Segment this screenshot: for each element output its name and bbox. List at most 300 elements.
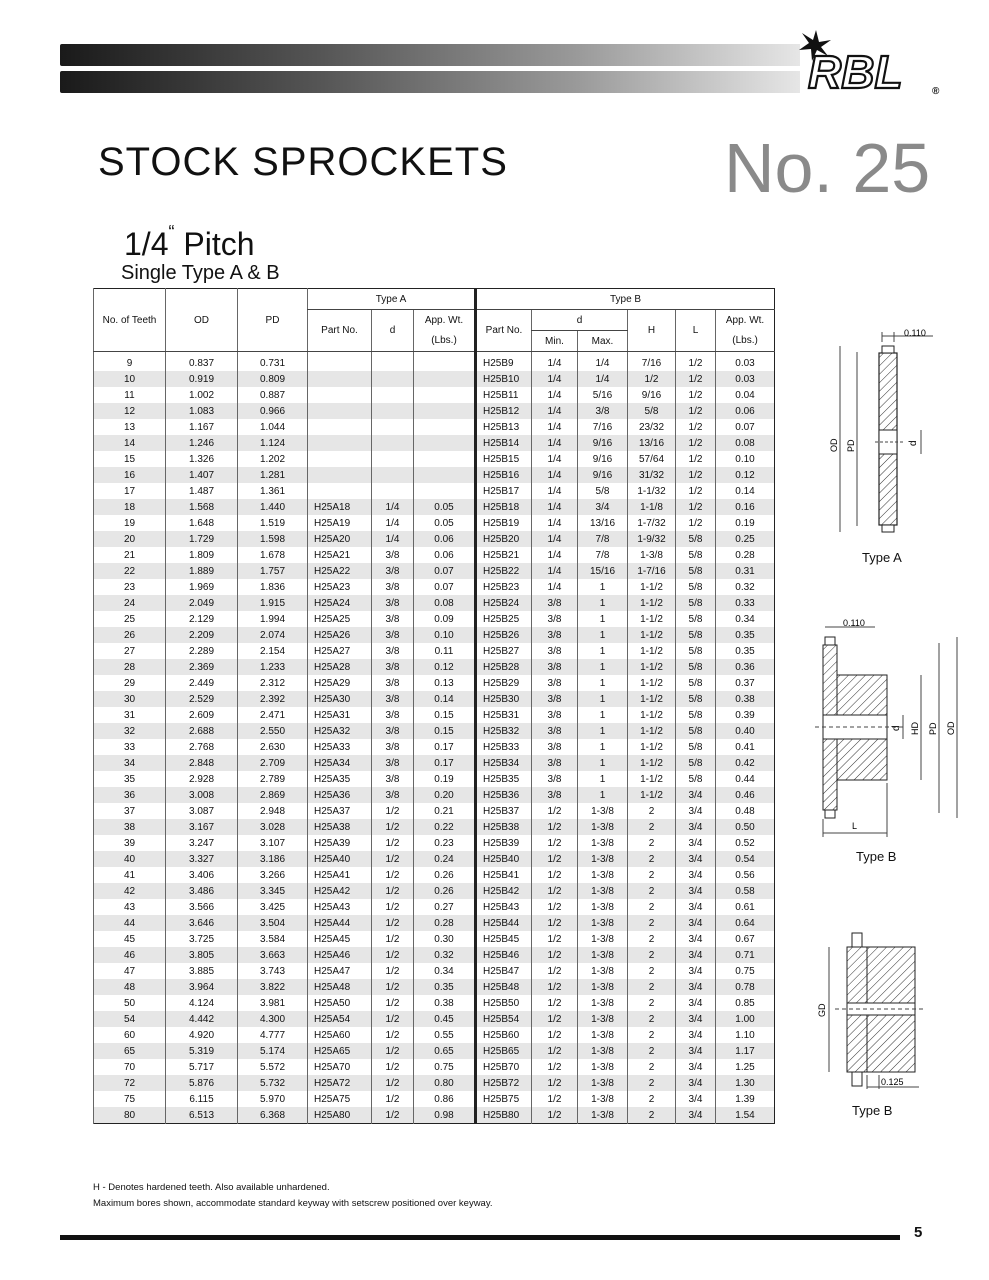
- table-row: [94, 1091, 775, 1107]
- table-row: [94, 371, 775, 387]
- cell-od: 3.646: [166, 915, 238, 931]
- cell-pd: 1.598: [238, 531, 308, 547]
- table-row: [94, 579, 775, 595]
- cell-a-d: 3/8: [372, 707, 414, 723]
- cell-b-h: 2: [628, 1011, 676, 1027]
- cell-b-h: 1-9/32: [628, 531, 676, 547]
- cell-b-wt: 0.33: [716, 595, 775, 611]
- cell-b-wt: 0.46: [716, 787, 775, 803]
- cell-pd: 3.822: [238, 979, 308, 995]
- cell-b-part: H25B20: [476, 531, 532, 547]
- cell-a-wt: 0.26: [414, 883, 476, 899]
- cell-od: 2.529: [166, 691, 238, 707]
- cell-b-d-max: 1: [578, 707, 628, 723]
- cell-b-d-max: 5/16: [578, 387, 628, 403]
- table-row: [94, 931, 775, 947]
- cell-a-wt: 0.05: [414, 499, 476, 515]
- header-band-top: [60, 44, 800, 66]
- cell-b-wt: 0.54: [716, 851, 775, 867]
- cell-a-wt: 0.07: [414, 579, 476, 595]
- cell-b-h: 57/64: [628, 451, 676, 467]
- cell-b-l: 1/2: [676, 483, 716, 499]
- table-row: [94, 403, 775, 419]
- col-header-b-d: d: [532, 310, 628, 331]
- rbl-logo: [796, 28, 946, 100]
- cell-od: 2.289: [166, 643, 238, 659]
- cell-b-l: 1/2: [676, 371, 716, 387]
- cell-b-part: H25B14: [476, 435, 532, 451]
- table-row: [94, 627, 775, 643]
- cell-od: 2.848: [166, 755, 238, 771]
- cell-b-l: 1/2: [676, 515, 716, 531]
- cell-b-d-min: 1/2: [532, 851, 578, 867]
- cell-b-d-max: 1-3/8: [578, 803, 628, 819]
- cell-b-d-max: 1: [578, 627, 628, 643]
- col-header-teeth: No. of Teeth: [94, 289, 166, 352]
- cell-b-d-min: 1/4: [532, 403, 578, 419]
- cell-teeth: 16: [94, 467, 166, 483]
- table-row: [94, 723, 775, 739]
- cell-b-d-max: 15/16: [578, 563, 628, 579]
- cell-b-wt: 0.41: [716, 739, 775, 755]
- pitch-word: Pitch: [183, 226, 255, 262]
- cell-a-d: 1/2: [372, 979, 414, 995]
- cell-a-wt: 0.17: [414, 755, 476, 771]
- cell-pd: 2.312: [238, 675, 308, 691]
- cell-b-d-min: 1/4: [532, 435, 578, 451]
- cell-b-l: 5/8: [676, 595, 716, 611]
- cell-b-wt: 0.31: [716, 563, 775, 579]
- table-row: [94, 1107, 775, 1124]
- cell-b-d-max: 9/16: [578, 451, 628, 467]
- header-band-bottom: [60, 71, 800, 93]
- table-row: [94, 899, 775, 915]
- cell-a-wt: 0.12: [414, 659, 476, 675]
- cell-b-part: H25B39: [476, 835, 532, 851]
- type-b2-gd: GD: [817, 1003, 827, 1017]
- cell-b-d-max: 1: [578, 579, 628, 595]
- cell-a-d: 1/4: [372, 499, 414, 515]
- table-row: [94, 352, 775, 372]
- cell-b-part: H25B44: [476, 915, 532, 931]
- cell-a-part: [308, 419, 372, 435]
- cell-a-wt: 0.05: [414, 515, 476, 531]
- cell-b-wt: 0.14: [716, 483, 775, 499]
- cell-a-wt: 0.27: [414, 899, 476, 915]
- cell-b-part: H25B25: [476, 611, 532, 627]
- cell-od: 4.920: [166, 1027, 238, 1043]
- page-title: STOCK SPROCKETS: [98, 140, 508, 184]
- cell-od: 6.115: [166, 1091, 238, 1107]
- cell-b-h: 2: [628, 899, 676, 915]
- sprocket-table-wrap: [93, 288, 774, 1124]
- cell-b-h: 1-1/2: [628, 723, 676, 739]
- table-row: [94, 755, 775, 771]
- cell-a-d: 3/8: [372, 611, 414, 627]
- cell-a-d: 1/2: [372, 851, 414, 867]
- cell-pd: 2.154: [238, 643, 308, 659]
- cell-od: 3.087: [166, 803, 238, 819]
- cell-a-wt: [414, 387, 476, 403]
- table-row: [94, 883, 775, 899]
- cell-b-l: 1/2: [676, 435, 716, 451]
- cell-b-wt: 0.56: [716, 867, 775, 883]
- cell-b-part: H25B34: [476, 755, 532, 771]
- cell-b-h: 1-1/2: [628, 595, 676, 611]
- cell-b-d-min: 3/8: [532, 627, 578, 643]
- cell-a-part: H25A33: [308, 739, 372, 755]
- cell-b-h: 13/16: [628, 435, 676, 451]
- cell-od: 3.885: [166, 963, 238, 979]
- cell-b-d-max: 1: [578, 723, 628, 739]
- cell-a-part: H25A72: [308, 1075, 372, 1091]
- cell-a-part: H25A20: [308, 531, 372, 547]
- cell-a-d: 3/8: [372, 579, 414, 595]
- table-row: [94, 1011, 775, 1027]
- cell-a-part: H25A60: [308, 1027, 372, 1043]
- cell-od: 2.609: [166, 707, 238, 723]
- cell-a-part: H25A44: [308, 915, 372, 931]
- cell-b-l: 3/4: [676, 867, 716, 883]
- cell-b-l: 3/4: [676, 883, 716, 899]
- cell-a-wt: [414, 435, 476, 451]
- cell-pd: 1.915: [238, 595, 308, 611]
- cell-b-d-max: 1: [578, 691, 628, 707]
- cell-b-d-min: 1/4: [532, 467, 578, 483]
- cell-od: 1.729: [166, 531, 238, 547]
- cell-od: 1.969: [166, 579, 238, 595]
- cell-b-d-max: 1-3/8: [578, 851, 628, 867]
- cell-od: 1.326: [166, 451, 238, 467]
- cell-b-h: 1-1/2: [628, 643, 676, 659]
- cell-a-d: 1/2: [372, 963, 414, 979]
- cell-b-h: 2: [628, 979, 676, 995]
- cell-a-d: 1/2: [372, 931, 414, 947]
- cell-b-wt: 0.67: [716, 931, 775, 947]
- cell-a-part: H25A40: [308, 851, 372, 867]
- cell-b-l: 5/8: [676, 643, 716, 659]
- cell-b-d-min: 3/8: [532, 723, 578, 739]
- table-row: [94, 803, 775, 819]
- cell-b-l: 1/2: [676, 467, 716, 483]
- cell-b-d-min: 1/4: [532, 531, 578, 547]
- cell-b-l: 3/4: [676, 1043, 716, 1059]
- cell-b-l: 5/8: [676, 627, 716, 643]
- cell-b-wt: 1.00: [716, 1011, 775, 1027]
- cell-od: 2.129: [166, 611, 238, 627]
- col-header-b-wt: App. Wt.: [716, 310, 775, 331]
- cell-b-d-max: 1: [578, 771, 628, 787]
- cell-od: 3.406: [166, 867, 238, 883]
- cell-b-h: 2: [628, 1043, 676, 1059]
- cell-od: 1.809: [166, 547, 238, 563]
- cell-b-part: H25B17: [476, 483, 532, 499]
- cell-b-part: H25B40: [476, 851, 532, 867]
- cell-b-wt: 0.40: [716, 723, 775, 739]
- cell-b-d-min: 3/8: [532, 771, 578, 787]
- cell-a-wt: 0.08: [414, 595, 476, 611]
- cell-b-h: 1-1/2: [628, 579, 676, 595]
- cell-b-l: 3/4: [676, 931, 716, 947]
- cell-od: 5.319: [166, 1043, 238, 1059]
- cell-teeth: 65: [94, 1043, 166, 1059]
- type-a-od: OD: [829, 438, 839, 452]
- table-row: [94, 483, 775, 499]
- cell-b-l: 5/8: [676, 755, 716, 771]
- cell-b-part: H25B42: [476, 883, 532, 899]
- cell-b-wt: 0.35: [716, 627, 775, 643]
- cell-b-part: H25B15: [476, 451, 532, 467]
- cell-b-d-min: 3/8: [532, 611, 578, 627]
- cell-b-wt: 0.36: [716, 659, 775, 675]
- col-header-b-h: H: [628, 310, 676, 352]
- cell-b-d-min: 1/2: [532, 1043, 578, 1059]
- cell-teeth: 39: [94, 835, 166, 851]
- cell-b-l: 1/2: [676, 352, 716, 372]
- cell-b-wt: 0.19: [716, 515, 775, 531]
- cell-od: 1.889: [166, 563, 238, 579]
- cell-a-wt: 0.26: [414, 867, 476, 883]
- cell-b-part: H25B29: [476, 675, 532, 691]
- cell-b-d-max: 1-3/8: [578, 835, 628, 851]
- cell-b-l: 1/2: [676, 419, 716, 435]
- cell-b-wt: 0.44: [716, 771, 775, 787]
- cell-a-d: 1/2: [372, 1011, 414, 1027]
- cell-teeth: 34: [94, 755, 166, 771]
- cell-b-part: H25B50: [476, 995, 532, 1011]
- cell-od: 0.837: [166, 352, 238, 372]
- cell-teeth: 50: [94, 995, 166, 1011]
- cell-a-d: 3/8: [372, 595, 414, 611]
- cell-b-wt: 1.54: [716, 1107, 775, 1124]
- cell-b-h: 1-1/2: [628, 627, 676, 643]
- table-row: [94, 979, 775, 995]
- cell-a-d: [372, 435, 414, 451]
- cell-b-l: 3/4: [676, 979, 716, 995]
- cell-b-d-max: 1-3/8: [578, 867, 628, 883]
- cell-a-d: 1/2: [372, 1107, 414, 1124]
- cell-teeth: 75: [94, 1091, 166, 1107]
- table-row: [94, 1075, 775, 1091]
- cell-b-h: 2: [628, 851, 676, 867]
- cell-b-h: 2: [628, 867, 676, 883]
- cell-a-wt: 0.45: [414, 1011, 476, 1027]
- cell-b-h: 1-1/2: [628, 691, 676, 707]
- cell-teeth: 25: [94, 611, 166, 627]
- cell-teeth: 26: [94, 627, 166, 643]
- cell-a-d: 3/8: [372, 675, 414, 691]
- cell-a-part: H25A43: [308, 899, 372, 915]
- col-header-b-lbs: (Lbs.): [716, 331, 775, 352]
- cell-a-d: 1/4: [372, 531, 414, 547]
- cell-od: 1.407: [166, 467, 238, 483]
- cell-b-h: 1-1/2: [628, 739, 676, 755]
- cell-b-d-min: 1/2: [532, 915, 578, 931]
- cell-pd: 1.994: [238, 611, 308, 627]
- cell-b-l: 1/2: [676, 387, 716, 403]
- col-header-type-a: Type A: [308, 289, 476, 310]
- table-row: [94, 595, 775, 611]
- cell-od: 3.964: [166, 979, 238, 995]
- cell-a-wt: 0.07: [414, 563, 476, 579]
- table-row: [94, 787, 775, 803]
- cell-a-wt: 0.75: [414, 1059, 476, 1075]
- cell-pd: 2.948: [238, 803, 308, 819]
- cell-b-wt: 1.39: [716, 1091, 775, 1107]
- cell-b-part: H25B37: [476, 803, 532, 819]
- cell-b-wt: 0.50: [716, 819, 775, 835]
- cell-a-part: H25A37: [308, 803, 372, 819]
- cell-b-d-min: 1/4: [532, 547, 578, 563]
- cell-a-d: [372, 371, 414, 387]
- cell-b-wt: 1.25: [716, 1059, 775, 1075]
- cell-b-part: H25B18: [476, 499, 532, 515]
- table-row: [94, 771, 775, 787]
- type-b-dim-top: 0.110: [843, 618, 865, 628]
- cell-a-wt: 0.14: [414, 691, 476, 707]
- table-row: [94, 387, 775, 403]
- cell-b-h: 2: [628, 947, 676, 963]
- cell-b-l: 5/8: [676, 611, 716, 627]
- type-b-pd: PD: [928, 722, 938, 735]
- cell-b-d-min: 3/8: [532, 755, 578, 771]
- cell-b-l: 3/4: [676, 1107, 716, 1124]
- cell-a-part: H25A19: [308, 515, 372, 531]
- cell-b-h: 2: [628, 1107, 676, 1124]
- cell-b-part: H25B41: [476, 867, 532, 883]
- cell-b-l: 3/4: [676, 1059, 716, 1075]
- cell-b-wt: 0.32: [716, 579, 775, 595]
- cell-teeth: 32: [94, 723, 166, 739]
- cell-b-d-max: 7/8: [578, 547, 628, 563]
- cell-b-d-max: 1-3/8: [578, 1027, 628, 1043]
- cell-pd: 1.233: [238, 659, 308, 675]
- cell-b-l: 5/8: [676, 531, 716, 547]
- cell-b-d-min: 1/4: [532, 451, 578, 467]
- cell-b-d-min: 1/2: [532, 995, 578, 1011]
- cell-teeth: 14: [94, 435, 166, 451]
- cell-b-part: H25B9: [476, 352, 532, 372]
- cell-teeth: 31: [94, 707, 166, 723]
- cell-od: 2.688: [166, 723, 238, 739]
- cell-a-part: H25A42: [308, 883, 372, 899]
- cell-od: 0.919: [166, 371, 238, 387]
- cell-od: 1.167: [166, 419, 238, 435]
- cell-b-wt: 0.25: [716, 531, 775, 547]
- cell-b-d-min: 1/4: [532, 352, 578, 372]
- cell-pd: 0.966: [238, 403, 308, 419]
- cell-a-part: H25A65: [308, 1043, 372, 1059]
- cell-a-part: H25A21: [308, 547, 372, 563]
- cell-pd: 1.202: [238, 451, 308, 467]
- cell-a-d: 1/2: [372, 867, 414, 883]
- cell-a-wt: 0.06: [414, 531, 476, 547]
- cell-od: 2.768: [166, 739, 238, 755]
- cell-a-d: 1/2: [372, 1059, 414, 1075]
- table-row: [94, 739, 775, 755]
- cell-b-wt: 0.78: [716, 979, 775, 995]
- cell-pd: 0.809: [238, 371, 308, 387]
- cell-a-d: 3/8: [372, 643, 414, 659]
- cell-a-wt: 0.10: [414, 627, 476, 643]
- cell-b-d-min: 1/2: [532, 963, 578, 979]
- cell-b-part: H25B11: [476, 387, 532, 403]
- cell-b-l: 5/8: [676, 563, 716, 579]
- cell-a-part: [308, 371, 372, 387]
- cell-a-part: H25A29: [308, 675, 372, 691]
- cell-b-l: 5/8: [676, 547, 716, 563]
- cell-a-d: 1/2: [372, 947, 414, 963]
- cell-a-wt: 0.98: [414, 1107, 476, 1124]
- cell-a-d: 3/8: [372, 563, 414, 579]
- cell-od: 4.442: [166, 1011, 238, 1027]
- table-row: [94, 515, 775, 531]
- cell-od: 5.876: [166, 1075, 238, 1091]
- cell-pd: 1.440: [238, 499, 308, 515]
- cell-b-h: 2: [628, 803, 676, 819]
- cell-b-part: H25B38: [476, 819, 532, 835]
- cell-b-d-max: 1: [578, 611, 628, 627]
- cell-b-h: 1-1/2: [628, 675, 676, 691]
- col-header-a-lbs: (Lbs.): [414, 331, 476, 352]
- cell-b-d-max: 1: [578, 595, 628, 611]
- table-row: [94, 435, 775, 451]
- registered-mark: ®: [932, 86, 940, 97]
- cell-b-h: 2: [628, 931, 676, 947]
- cell-pd: 1.044: [238, 419, 308, 435]
- cell-teeth: 17: [94, 483, 166, 499]
- cell-teeth: 36: [94, 787, 166, 803]
- cell-b-wt: 0.04: [716, 387, 775, 403]
- cell-a-wt: 0.35: [414, 979, 476, 995]
- cell-a-d: 1/2: [372, 803, 414, 819]
- cell-a-part: H25A36: [308, 787, 372, 803]
- cell-b-wt: 0.52: [716, 835, 775, 851]
- cell-a-wt: 0.38: [414, 995, 476, 1011]
- cell-a-part: H25A32: [308, 723, 372, 739]
- cell-teeth: 23: [94, 579, 166, 595]
- col-header-b-l: L: [676, 310, 716, 352]
- cell-a-wt: 0.65: [414, 1043, 476, 1059]
- cell-teeth: 33: [94, 739, 166, 755]
- cell-a-part: H25A70: [308, 1059, 372, 1075]
- cell-a-d: [372, 403, 414, 419]
- cell-b-d-max: 1-3/8: [578, 995, 628, 1011]
- cell-a-part: H25A26: [308, 627, 372, 643]
- cell-pd: 1.281: [238, 467, 308, 483]
- cell-a-part: H25A18: [308, 499, 372, 515]
- cell-a-part: H25A38: [308, 819, 372, 835]
- type-a-diagram: [815, 328, 935, 550]
- cell-teeth: 43: [94, 899, 166, 915]
- chain-number: No. 25: [724, 129, 931, 207]
- cell-a-part: H25A23: [308, 579, 372, 595]
- cell-pd: 4.300: [238, 1011, 308, 1027]
- cell-b-d-max: 1-3/8: [578, 963, 628, 979]
- cell-a-d: [372, 352, 414, 372]
- cell-b-d-max: 1-3/8: [578, 979, 628, 995]
- cell-b-part: H25B24: [476, 595, 532, 611]
- cell-a-part: H25A48: [308, 979, 372, 995]
- table-row: [94, 835, 775, 851]
- cell-b-l: 1/2: [676, 403, 716, 419]
- cell-b-wt: 0.42: [716, 755, 775, 771]
- cell-pd: 3.345: [238, 883, 308, 899]
- cell-od: 3.805: [166, 947, 238, 963]
- cell-teeth: 60: [94, 1027, 166, 1043]
- cell-b-h: 2: [628, 1075, 676, 1091]
- cell-b-part: H25B28: [476, 659, 532, 675]
